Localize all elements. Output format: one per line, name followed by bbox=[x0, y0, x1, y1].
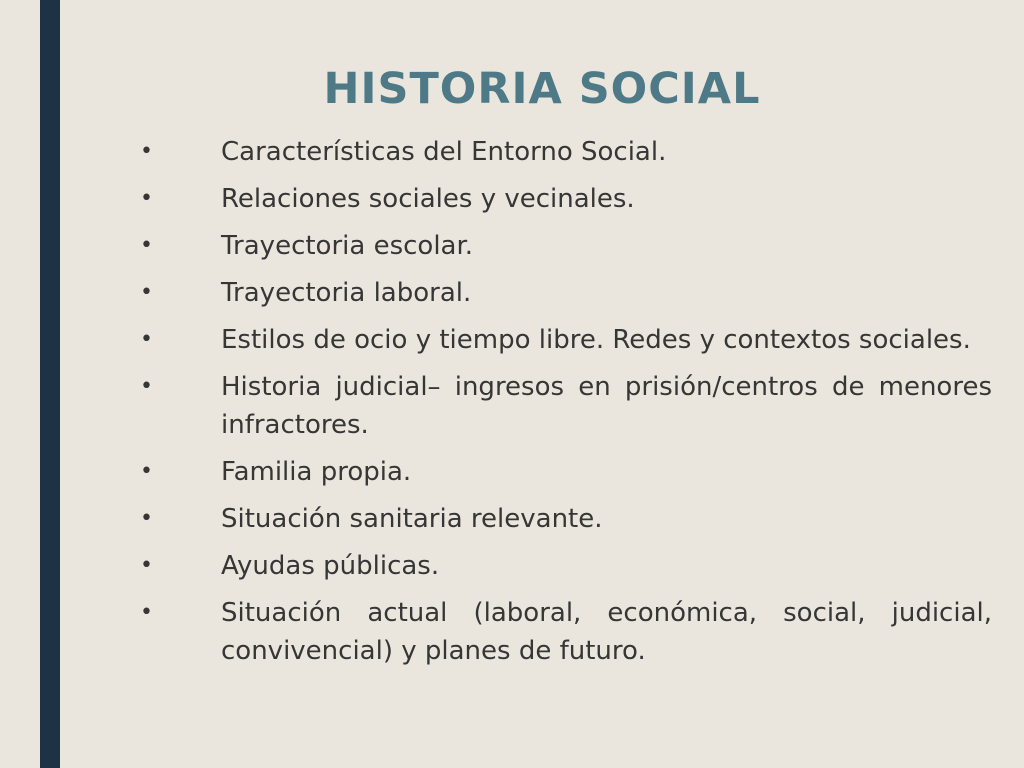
bullet-text: Familia propia. bbox=[221, 457, 412, 487]
bullet-marker: • bbox=[140, 374, 153, 399]
bullet-text: Historia judicial– ingresos en prisión/centros de menores infractores. bbox=[221, 372, 992, 440]
bullet-text: Situación sanitaria relevante. bbox=[221, 504, 603, 534]
bullet-text: Situación actual (laboral, económica, social, judicial, convivencial) y planes de futuro. bbox=[221, 598, 992, 666]
bullet-item bbox=[140, 133, 992, 171]
bullet-marker: • bbox=[140, 459, 153, 484]
bullet-item bbox=[140, 321, 992, 359]
bullet-marker: • bbox=[140, 506, 153, 531]
bullet-text: Trayectoria laboral. bbox=[221, 278, 472, 308]
bullet-item bbox=[140, 368, 992, 444]
bullet-item bbox=[140, 594, 992, 670]
bullet-item bbox=[140, 180, 992, 218]
bullet-item bbox=[140, 453, 992, 491]
bullet-item bbox=[140, 500, 992, 538]
bullet-marker: • bbox=[140, 280, 153, 305]
slide-title: HISTORIA SOCIAL bbox=[323, 64, 761, 114]
bullet-marker: • bbox=[140, 233, 153, 258]
bullet-text: Ayudas públicas. bbox=[221, 551, 440, 581]
bullet-list bbox=[140, 133, 992, 679]
bullet-text: Relaciones sociales y vecinales. bbox=[221, 184, 635, 214]
bullet-text: Estilos de ocio y tiempo libre. Redes y contextos sociales. bbox=[221, 325, 971, 355]
side-accent-bar bbox=[40, 0, 60, 768]
bullet-marker: • bbox=[140, 553, 153, 578]
bullet-marker: • bbox=[140, 327, 153, 352]
bullet-item bbox=[140, 547, 992, 585]
bullet-text: Características del Entorno Social. bbox=[221, 137, 667, 167]
bullet-item bbox=[140, 227, 992, 265]
bullet-marker: • bbox=[140, 186, 153, 211]
bullet-text: Trayectoria escolar. bbox=[221, 231, 474, 261]
bullet-marker: • bbox=[140, 139, 153, 164]
bullet-item bbox=[140, 274, 992, 312]
bullet-marker: • bbox=[140, 600, 153, 625]
